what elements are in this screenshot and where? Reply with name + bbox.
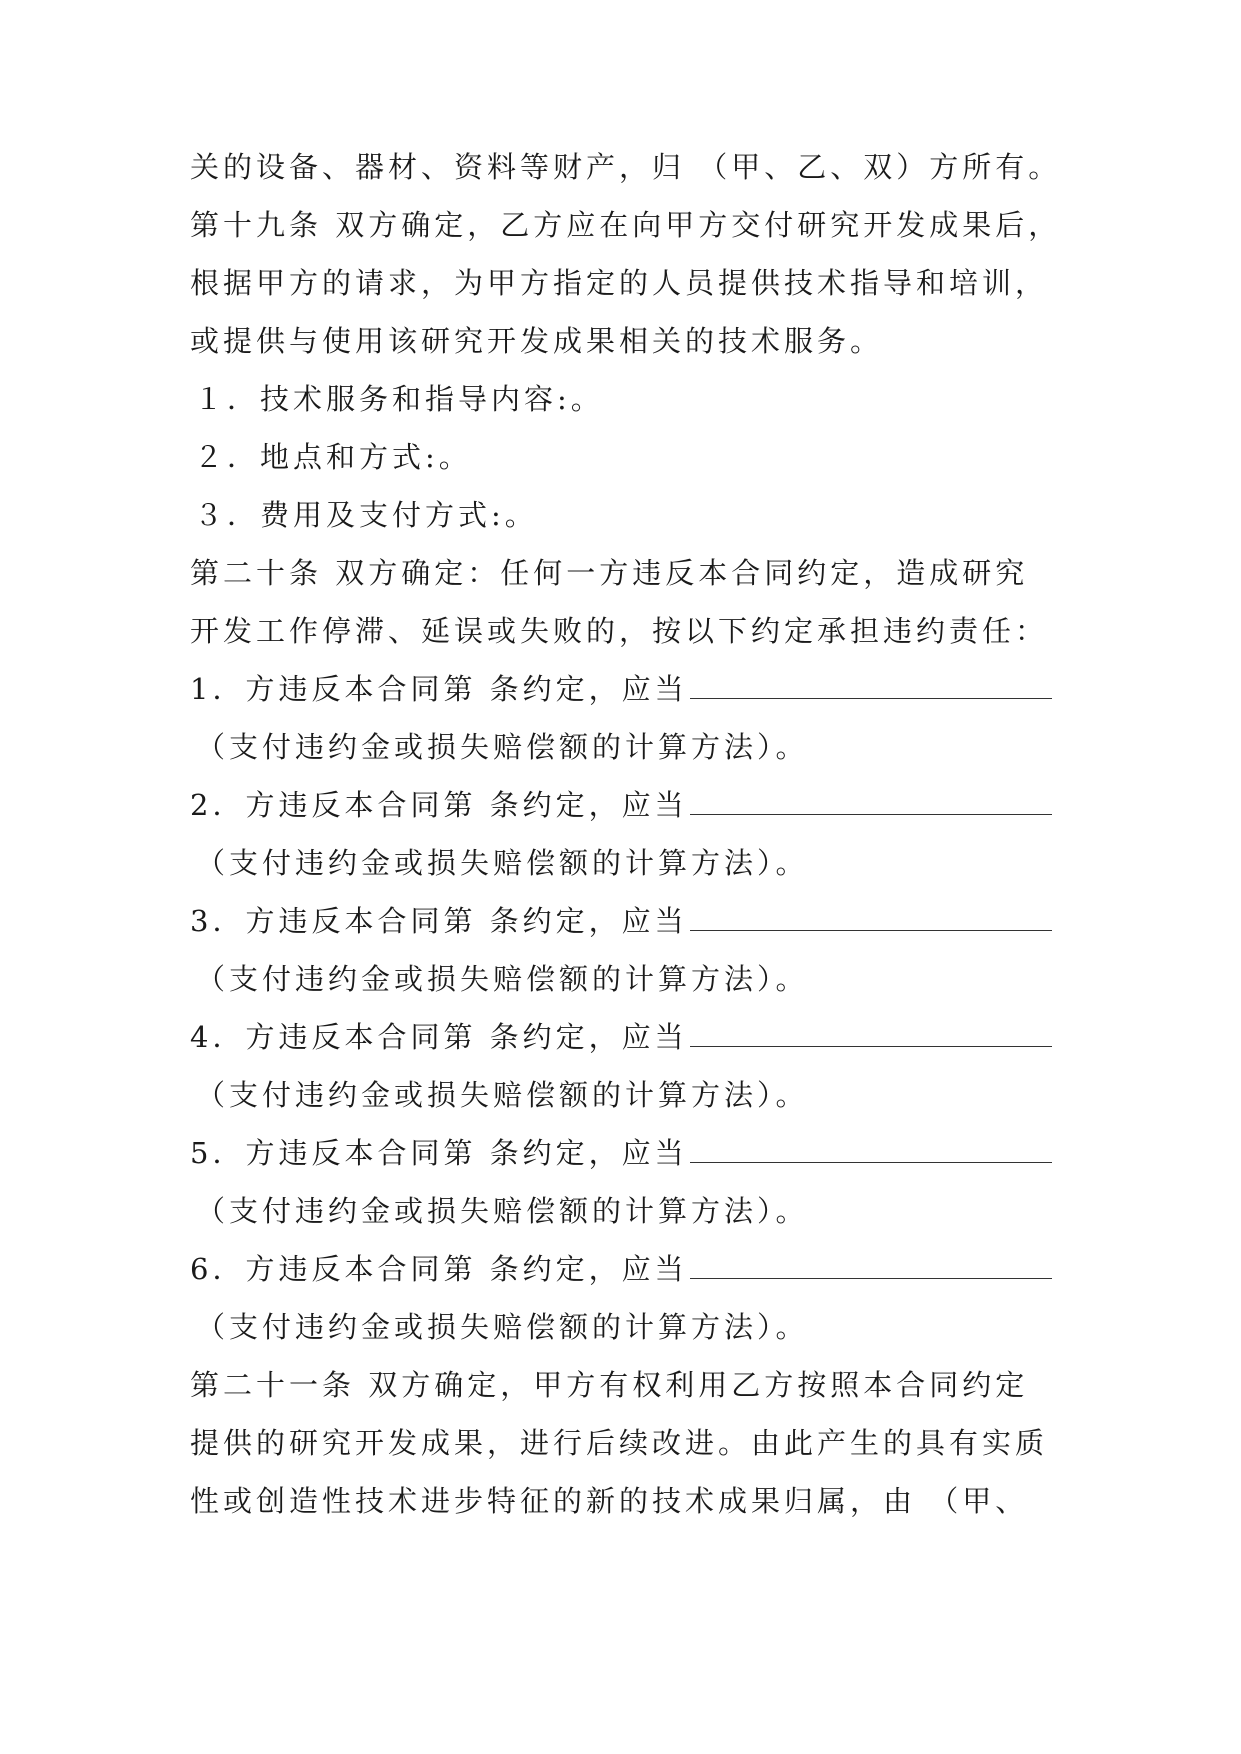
line-text: ３．费用及支付方式:。 [194,498,538,532]
clause-line [190,1017,1052,1057]
text-line [196,1075,809,1115]
line-text: （支付违约金或损失赔偿额的计算方法）。 [196,962,809,996]
clause-line [190,669,1052,709]
line-text: 关的设备、器材、资料等财产，归 （甲、乙、双）方所有。 [190,150,1062,184]
text-line [196,1191,809,1231]
fill-in-blank [690,813,1052,815]
text-line [196,727,809,767]
text-line [194,437,472,477]
text-line [190,1365,1028,1405]
text-line [190,321,883,361]
line-text: （支付违约金或损失赔偿额的计算方法）。 [196,730,809,764]
line-text: 第二十条 双方确定：任何一方违反本合同约定，造成研究 [190,556,1029,590]
fill-in-blank [690,1161,1052,1163]
line-text: 2．方违反本合同第 条约定，应当 [190,788,688,822]
line-text: ２．地点和方式:。 [194,440,472,474]
text-line [190,1481,1028,1521]
text-line [190,553,1028,593]
line-text: 或提供与使用该研究开发成果相关的技术服务。 [190,324,884,358]
line-text: （支付违约金或损失赔偿额的计算方法）。 [196,1194,809,1228]
line-text: 5．方违反本合同第 条约定，应当 [190,1136,688,1170]
line-text: 开发工作停滞、延误或失败的，按以下约定承担违约责任： [190,614,1049,648]
text-line [190,611,1048,651]
line-text: 提供的研究开发成果，进行后续改进。由此产生的具有实质 [190,1426,1049,1460]
fill-in-blank [690,929,1052,931]
line-text: 根据甲方的请求，为甲方指定的人员提供技术指导和培训， [190,266,1049,300]
text-line [190,205,1061,245]
text-line [190,1423,1048,1463]
line-text: 第二十一条 双方确定，甲方有权利用乙方按照本合同约定 [190,1368,1029,1402]
clause-line [190,1133,1052,1173]
line-text: 性或创造性技术进步特征的新的技术成果归属，由 （甲、 [190,1484,1029,1518]
line-text: （支付违约金或损失赔偿额的计算方法）。 [196,846,809,880]
text-line [196,959,809,999]
clause-line [190,901,1052,941]
text-line [190,263,1048,303]
line-text: 1．方违反本合同第 条约定，应当 [190,672,688,706]
text-line [196,843,809,883]
fill-in-blank [690,1045,1052,1047]
clause-line [190,1249,1052,1289]
fill-in-blank [690,1277,1052,1279]
line-text: 第十九条 双方确定，乙方应在向甲方交付研究开发成果后， [190,208,1062,242]
line-text: 6．方违反本合同第 条约定，应当 [190,1252,688,1286]
text-line [190,147,1061,187]
line-text: 3．方违反本合同第 条约定，应当 [190,904,688,938]
clause-line [190,785,1052,825]
text-line [194,495,538,535]
line-text: （支付违约金或损失赔偿额的计算方法）。 [196,1078,809,1112]
text-line [196,1307,809,1347]
text-line [194,379,604,419]
line-text: 4．方违反本合同第 条约定，应当 [190,1020,688,1054]
line-text: （支付违约金或损失赔偿额的计算方法）。 [196,1310,809,1344]
fill-in-blank [690,697,1052,699]
line-text: １．技术服务和指导内容:。 [194,382,604,416]
